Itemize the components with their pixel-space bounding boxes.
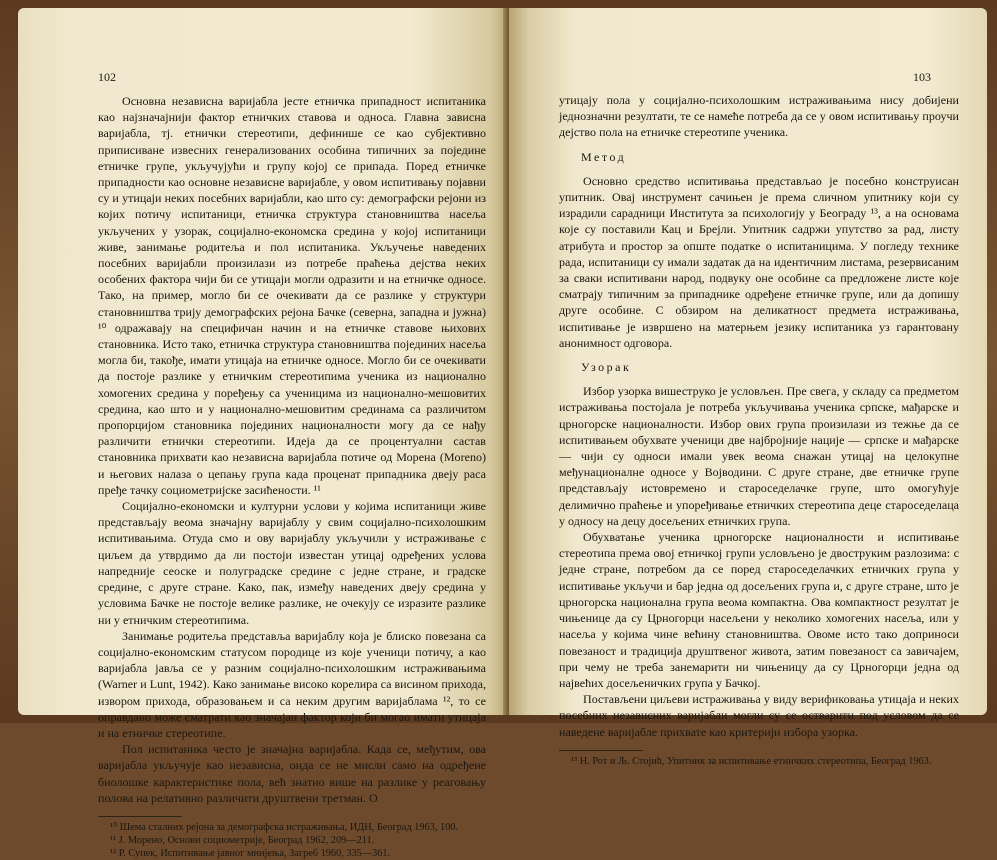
paragraph: утицају пола у социјално-психолошким истраживањима нису добијени једнозначни резултати, те се намеће потреба да се у овом испитивању проучи дејство пола на етничке стереотипе ученика. [559,93,959,140]
section-heading: Узорак [581,360,632,375]
footnote: ¹² Р. Супек, Испитивање јавног мнијења, Загреб 1960, 335—361. [110,847,391,859]
footnote: ¹¹ Ј. Морено, Основи социометрије, Београд 1962, 209—211. [110,834,375,846]
footnote-rule [98,816,182,817]
right-page [509,8,987,767]
right-page-body [559,92,959,768]
paragraph: Основна независна варијабла јесте етничка припадност испитаника као најзначајнији фактор етничких ставова и односа. Главна зависна варијабла, тј. етнички стереотипи, дефинише се као субјективно приписиване извесних генерализованих особина типичних за поједине етничке групе, укључујући и групу којој се припада. Поред етничке припадности као основне независне варијабле, у овом испитивању појавни су и утицаји неких посебних варијабли, као што су: демографски рејони из којих потичу испитаници, етничка структура становништва насеља укључених у узорак, социјално-економска средина у којој испитаници живе, занимање родитеља и пол испитаника. Укључење наведених посебних варијабли произилази из потребе праћења дејства неких особених фактора чији би се утицаји могли одразити и на етничке односе. Тако, на пример, могло би се очекивати да се разлике у структури становништва трију демографских рејона Бачке (северна, западна и јужна) ¹⁰ одражавају на специфичан начин и на етничке ставове њихових становника. Исто тако, етничка структура становништва појединих насеља могла би, такође, имати утицаја на етничке односе. Могло би се очекивати да постоје разлике у етничким стереотипима ученика из национално хомогених средина у поређењу са ученицима из национално-мешовитих средина, као што и у национално-мешовитим срединама са различитом пропорцијом становника појединих националности могу да се нађу различити етнички стереотипи. Идеја да се процентуални састав становника прихвати као независна варијабла потиче од Морена (Moreno) и његових налаза о цепању група када проценат припадника двеју раса пређе тачку социометријске засићености. ¹¹ [98,94,486,497]
paragraph: Социјално-економски и културни услови у којима испитаници живе представљају веома значајну варијаблу у свим социјално-психолошким испитивањима. Отуда смо и ову варијаблу укључили у истраживање с циљем да утврдимо да ли постоји известан утицај одређених услова напредније сеоске и полуградске средине с једне стране, и градске средине, с друге стране. Како, пак, између наведених двеју средина у условима Бачке не постоје велике разлике, не очекују се изразите разлике ни у етничким стереотипима. [98,499,486,627]
section-heading: Метод [581,149,627,164]
page-number-left: 102 [98,70,116,84]
page-number-right: 103 [913,70,931,84]
footnotes-right [559,755,959,768]
footnotes-left [98,821,486,860]
footnote: ¹³ Н. Рот и Љ. Стојић, Упитник за испитивање етничких стереотипа, Београд 1963. [571,755,932,767]
paragraph: Избор узорка вишеструко је условљен. Пре свега, у складу са предметом истраживања постојала је потреба укључивања ученика српске, мађарске и црногорске националности. Избор ових група произилази из тежње да се испитивањем обухвате ученици две најбројније нације — српске и мађарске — чији су односи имали увек веома снажан утицај на целокупне међунационалне односе у Војводини. С друге стране, две етничке групе представљају истовремено и староседелачке групе, што омогућује делимично праћење и упоређивање етничких стереотипа деце староседелаца у односу на децу досељених етничких група. [559,384,959,528]
paragraph: Пол испитаника често је значајна варијабла. Када се, међутим, ова варијабла укључује као независна, онда се не мисли само на одређене биолошке карактеристике пола, већ знатно више на разлике у реаговању полова на релативно различити друштвени третман. О [98,742,486,805]
paragraph: Основно средство испитивања представљао је посебно конструисан упитник. Овај инструмент сачињен је према сличном упитнику који су израдили сарадници Института за психологију у Београду ¹³, а на основама које су поставили Кац и Брејли. Упитник садржи упутство за рад, листу атрибута и простор за опште податке о испитаницима. У погледу технике рада, испитаници су имали задатак да на идентичним листама, резервисаним за сваки испитивани народ, подвуку оне особине са предложене листе које сматрају типичним за припаднике одређене етничке групе, или да допишу друге особине. С обзиром на деликатност предмета истраживања, испитивање је извршено на матерњем језику испитаника уз гарантовану анонимност одговора. [559,173,959,350]
footnote-rule [559,750,643,751]
left-page-body [98,93,486,860]
left-page [18,8,509,859]
footnote: ¹⁰ Шема сталних рејона за демографска истраживања, ИДН, Београд 1963, 100. [110,821,459,833]
paragraph: Обухватање ученика црногорске националности и испитивање стереотипа према овој етничкој групи условљено је двоструким разлозима: с једне стране, потребом да се поред староседелачких етничких група у испитивање укључи и бар једна од досељених група и, с друге стране, што је црногорска национална група веома компактна. Ова компактност резултат је чињенице да су Црногорци насељени у неколико хомогених насеља, или у насеља у којима чине већину становништва. Овоме исто тако доприноси повезаност и традиција друштвеног живота, затим повезаност са завичајем, при чему не треба занемарити ни чињеницу да су Црногорци једна од највећих досељеничких група у Бачкој. [559,530,959,690]
paragraph: Постављени циљеви истраживања у виду верификовања утицаја и неких посебних независних варијабли могли су се остварити под условом да се наведене варијабле прихвате као критерији избора узорка. [559,692,959,739]
paragraph: Занимање родитеља представља варијаблу која је блиско повезана са социјално-економским статусом породице из које ученици потичу, а као варијабла јавља се у разним социјално-психолошким истраживањима (Warner и Lunt, 1942). Како занимање високо корелира са висином прихода, извором прихода, образовањем и са неким другим варијаблама ¹², то се оправдано може сматрати као значајан фактор који би могао имати утицаја и на етничке стереотипе. [98,628,486,740]
